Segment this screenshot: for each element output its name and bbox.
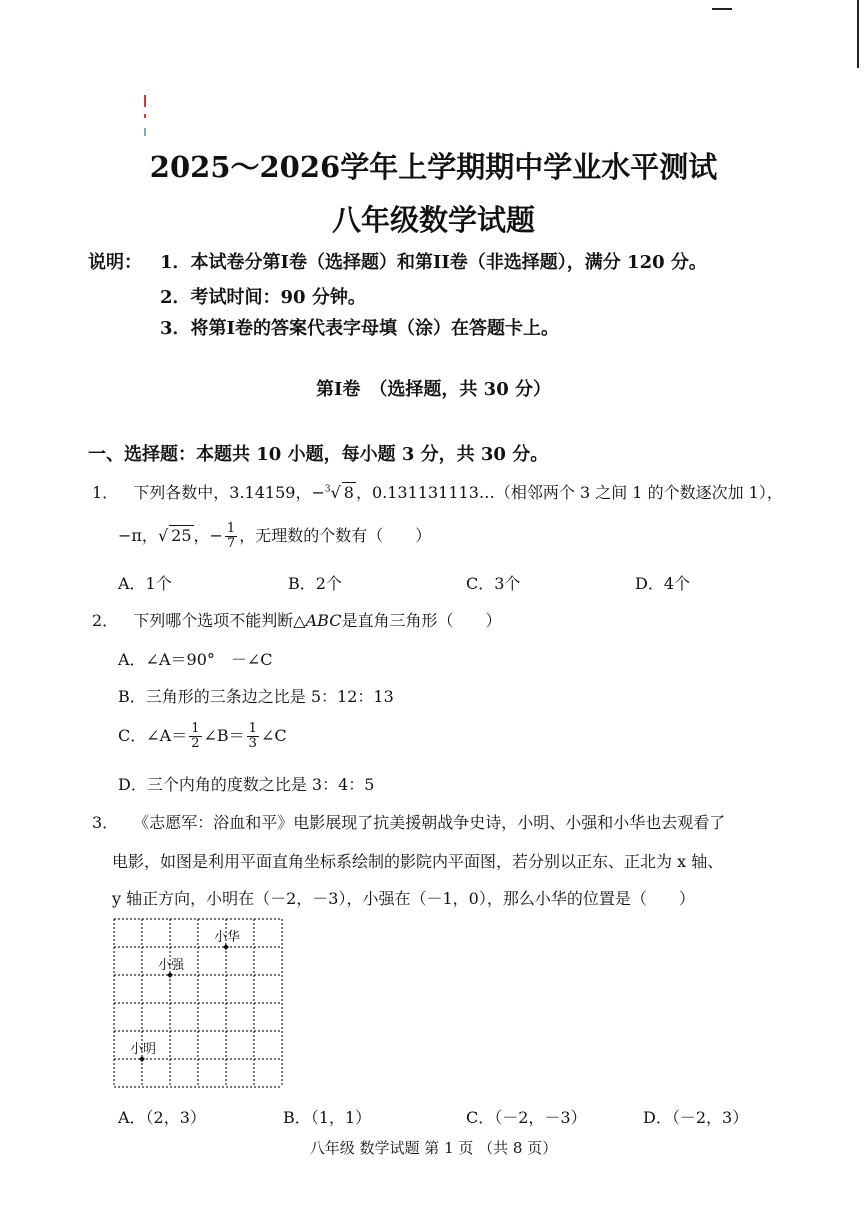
option-c: C．（－2，－3） xyxy=(466,1108,587,1127)
cbrt-radicand: 8 xyxy=(343,483,354,502)
question-text: 电影，如图是利用平面直角坐标系绘制的影院内平面图，若分别以正东、正北为 x 轴、 xyxy=(112,852,724,871)
math-var: ABC xyxy=(305,611,342,630)
question-text: 《志愿军：浴血和平》电影展现了抗美援朝战争史诗，小明、小强和小华也去观看了 xyxy=(133,813,726,832)
option-b: B．三角形的三条边之比是 5：12：13 xyxy=(118,687,394,706)
question-text: ，0.131131113…（相邻两个 3 之间 1 的个数逐次加 1）， xyxy=(355,483,783,502)
question-text: y 轴正方向，小明在（－2，－3），小强在（－1，0），那么小华的位置是（ ） xyxy=(112,889,695,908)
exam-subtitle: 八年级数学试题 xyxy=(331,203,535,237)
question-3 xyxy=(92,810,725,833)
option-b: B．2个 xyxy=(288,574,342,593)
scan-mark-right xyxy=(857,0,859,68)
fraction-numerator: 1 xyxy=(226,521,236,536)
radical-sign: √ xyxy=(157,526,169,545)
option-b: B．（1，1） xyxy=(283,1108,372,1127)
question-text: 是直角三角形（ ） xyxy=(341,611,502,630)
question-2 xyxy=(92,608,501,631)
scan-mark-left xyxy=(144,114,146,118)
scan-mark-left xyxy=(144,95,146,107)
fraction-denominator: 3 xyxy=(248,736,257,751)
note-item: 1．本试卷分第I卷（选择题）和第II卷（非选择题），满分 120 分。 xyxy=(160,252,707,273)
page-footer: 八年级 数学试题 第 1 页 （共 8 页） xyxy=(309,1139,558,1157)
scan-mark-left xyxy=(144,128,146,136)
question-number: 3． xyxy=(92,813,119,832)
option-c: C．3个 xyxy=(466,574,521,593)
question-number: 2． xyxy=(92,611,119,630)
question-number: 1． xyxy=(92,483,119,502)
fraction-denominator: 2 xyxy=(191,736,200,751)
separator: ， xyxy=(141,526,158,545)
neg-pi: −π xyxy=(118,526,142,545)
option-text: ∠B＝ xyxy=(203,726,245,745)
scan-mark-top xyxy=(712,8,732,10)
radical-sign: √ xyxy=(330,483,341,502)
exam-title: 2025～2026学年上学期期中学业水平测试 xyxy=(149,150,718,184)
fraction-denominator: 7 xyxy=(226,536,236,551)
math-minus: − xyxy=(311,483,325,502)
question-text: 下列哪个选项不能判断△ xyxy=(133,611,306,630)
fraction-numerator: 1 xyxy=(191,721,200,736)
notes-label: 说明： xyxy=(88,252,142,273)
option-text: ∠C xyxy=(260,726,287,745)
seat-label: 小明 xyxy=(130,1042,157,1057)
fraction-numerator: 1 xyxy=(248,721,257,736)
question-1 xyxy=(92,480,783,503)
note-item: 3．将第I卷的答案代表字母填（涂）在答题卡上。 xyxy=(160,318,559,339)
cinema-grid xyxy=(110,915,290,1090)
note-item: 2．考试时间：90 分钟。 xyxy=(160,287,366,308)
option-text: C．∠A＝ xyxy=(118,726,188,745)
part-heading: 一、选择题：本题共 10 小题，每小题 3 分，共 30 分。 xyxy=(88,444,549,465)
option-a: A．∠A＝90° －∠C xyxy=(118,650,273,669)
separator: ，− xyxy=(193,526,223,545)
fraction xyxy=(225,522,237,551)
sqrt-radicand: 25 xyxy=(171,526,192,545)
fraction xyxy=(247,722,259,751)
option-d: D．三个内角的度数之比是 3：4：5 xyxy=(118,775,375,794)
question-text: ，无理数的个数有（ ） xyxy=(239,526,432,545)
option-c xyxy=(118,722,287,751)
question-text: 下列各数中，3.14159， xyxy=(133,483,312,502)
fraction xyxy=(189,722,201,751)
seat-label: 小强 xyxy=(158,958,185,973)
seat-label: 小华 xyxy=(214,930,241,945)
option-d: D．4个 xyxy=(635,574,691,593)
question-1-line2 xyxy=(118,522,431,551)
option-a: A．1个 xyxy=(118,574,172,593)
section-title: 第I卷 （选择题，共 30 分） xyxy=(315,379,551,400)
option-a: A．（2，3） xyxy=(118,1108,206,1127)
cbrt-index: 3 xyxy=(324,484,331,495)
option-d: D．（－2，3） xyxy=(643,1108,749,1127)
